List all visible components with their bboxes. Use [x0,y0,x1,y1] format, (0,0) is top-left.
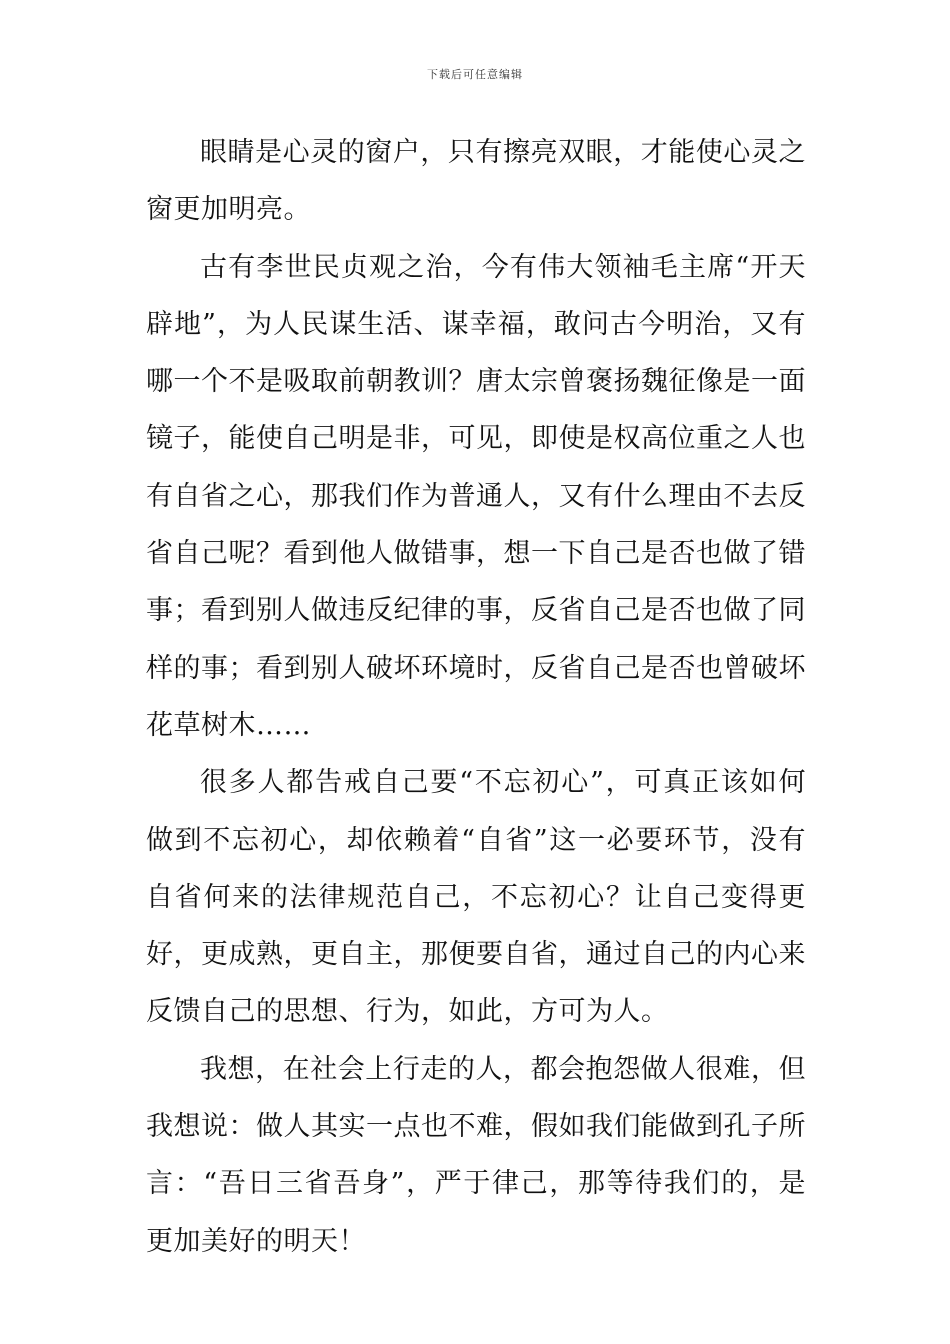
paragraph-2: 古有李世民贞观之治，今有伟大领袖毛主席“开天辟地”，为人民谋生活、谋幸福，敢问古今明治，又有哪一个不是吸取前朝教训？唐太宗曾褒扬魏征像是一面镜子，能使自己明是非，可见，即使是权高位重之人也有自省之心，那我们作为普通人，又有什么理由不去反省自己呢？看到他人做错事，想一下自己是否也做了错事；看到别人做违反纪律的事，反省自己是否也做了同样的事；看到别人破坏环境时，反省自己是否也曾破坏花草树木…… [146,251,806,741]
paragraph-3: 很多人都告戒自己要“不忘初心”，可真正该如何做到不忘初心，却依赖着“自省”这一必要环节，没有自省何来的法律规范自己，不忘初心？让自己变得更好，更成熟，更自主，那便要自省，通过自己的内心来反馈自己的思想、行为，如此，方可为人。 [146,767,806,1028]
paragraph-4: 我想，在社会上行走的人，都会抱怨做人很难，但我想说：做人其实一点也不难，假如我们能做到孔子所言：“吾日三省吾身”，严于律己，那等待我们的，是更加美好的明天！ [146,1053,806,1257]
document-body [146,124,806,1270]
paragraph-1: 眼睛是心灵的窗户，只有擦亮双眼，才能使心灵之窗更加明亮。 [146,137,806,226]
page-header: 下载后可任意编辑 [427,68,523,81]
